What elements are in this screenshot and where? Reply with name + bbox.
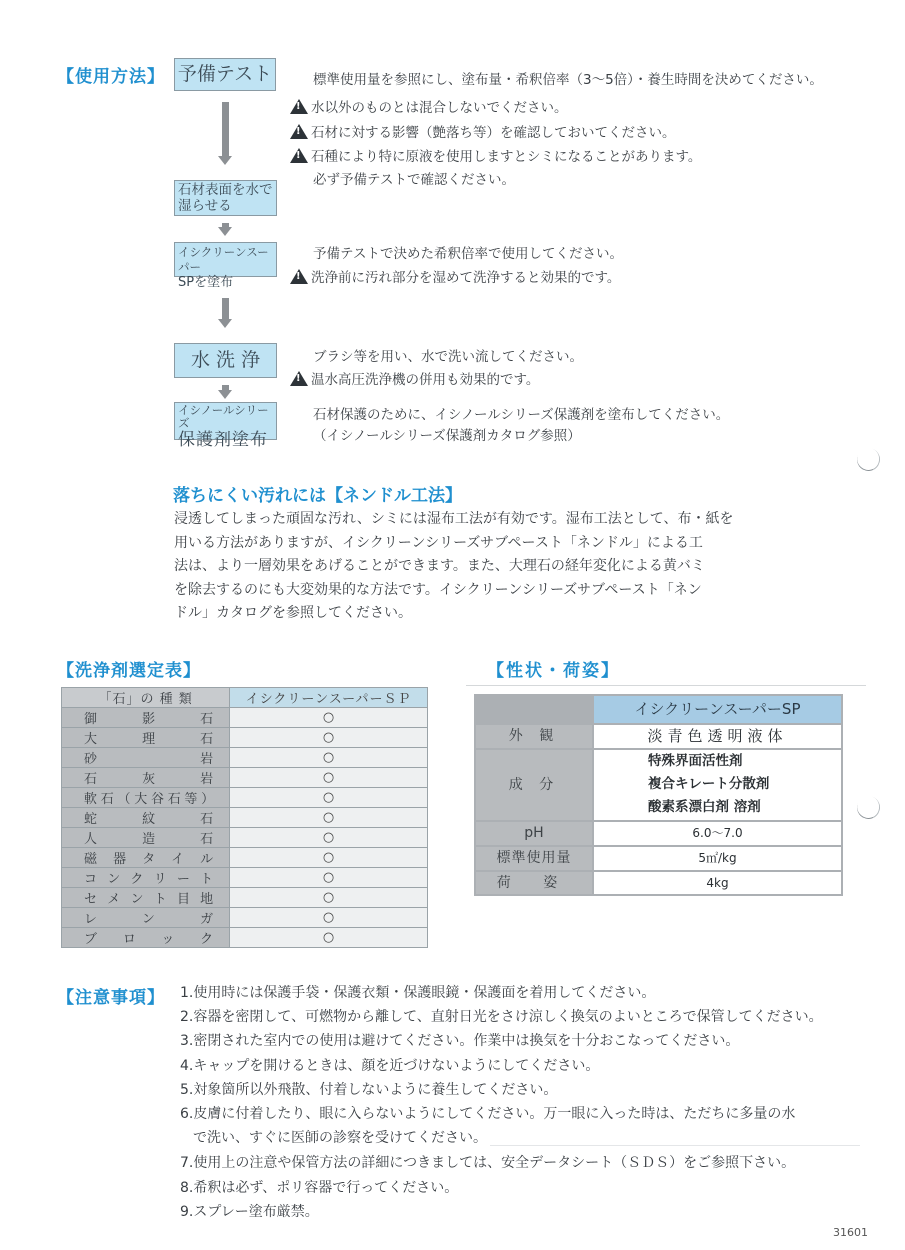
wash-main-text: ブラシ等を用い、水で洗い流してください。	[313, 349, 583, 365]
label-standard-usage: 標準使用量	[476, 847, 592, 870]
table-row: 軟石（大谷石等） ○	[62, 788, 428, 808]
label-appearance: 外 観	[476, 725, 592, 748]
step-water-wash: 水 洗 浄	[174, 343, 277, 378]
table-row: 御影石 ○	[62, 708, 428, 728]
binder-hole-mark	[854, 793, 883, 822]
cautions-title: 【注意事項】	[57, 988, 165, 1008]
warning-icon	[290, 124, 308, 139]
protect-note: （イシノールシリーズ保護剤カタログ参照）	[313, 428, 581, 444]
warning-icon	[290, 269, 308, 284]
list-item: 4.キャップを開けるときは、顔を近づけないようにしてください。	[180, 1058, 600, 1074]
step-protective-coating: イシノールシリーズ 保護剤塗布	[174, 402, 277, 440]
value-composition: 特殊界面活性剤 複合キレート分散剤 酸素系漂白剤 溶剤	[594, 750, 841, 820]
selection-table	[61, 687, 428, 948]
flow-arrow	[222, 223, 229, 228]
table-row: 大理石 ○	[62, 728, 428, 748]
usage-title: 【使用方法】	[57, 67, 165, 87]
nendoru-paragraph: 浸透してしまった頑固な汚れ、シミには湿布工法が有効です。湿布工法として、布・紙を 用いる方法がありますが、イシクリーンシリーズサブペースト「ネンドル」による工 法は、より一層効果をあげることができます。また、大理石の経年変化による黄バミ を除去するのにも大変効果的な方法です。イシクリーンシリーズサブペースト「ネン ドル」カタログを参照してください。	[174, 511, 734, 621]
step-wet-stone: 石材表面を水で 湿らせる	[174, 180, 277, 216]
table-row: レンガ ○	[62, 908, 428, 928]
properties-corner	[476, 696, 592, 723]
list-item: 6.皮膚に付着したり、眼に入らないようにしてください。万一眼に入った時は、ただちに多量の水	[180, 1106, 796, 1122]
table-row: コンクリート ○	[62, 868, 428, 888]
list-item: 3.密閉された室内での使用は避けてください。作業中は換気を十分おこなってください。	[180, 1033, 740, 1049]
binder-hole-mark	[854, 445, 883, 474]
apply-main-text: 予備テストで決めた希釈倍率で使用してください。	[313, 246, 623, 262]
table-row: 石灰岩 ○	[62, 768, 428, 788]
list-item: で洗い、すぐに医師の診察を受けてください。	[193, 1130, 487, 1146]
table-row: セメント目地 ○	[62, 888, 428, 908]
flow-arrow	[222, 385, 229, 391]
test-note: 必ず予備テストで確認ください。	[313, 172, 515, 188]
table-row: 砂岩 ○	[62, 748, 428, 768]
list-item: 2.容器を密閉して、可燃物から離して、直射日光をさけ涼しく換気のよいところで保管してください。	[180, 1009, 823, 1025]
nendoru-title: 落ちにくい汚れには【ネンドル工法】	[173, 486, 462, 506]
value-appearance: 淡青色透明液体	[594, 725, 841, 748]
test-main-text: 標準使用量を参照にし、塗布量・希釈倍率（3〜5倍）・養生時間を決めてください。	[313, 72, 823, 88]
apply-warning: !洗浄前に汚れ部分を湿めて洗浄すると効果的です。	[290, 266, 620, 286]
list-item: 1.使用時には保護手袋・保護衣類・保護眼鏡・保護面を着用してください。	[180, 985, 656, 1001]
selection-title: 【洗浄剤選定表】	[57, 661, 201, 681]
divider	[466, 685, 866, 686]
table-row: 人造石 ○	[62, 828, 428, 848]
label-composition: 成 分	[476, 750, 592, 820]
value-ph: 6.0〜7.0	[594, 822, 841, 845]
list-item: 5.対象箇所以外飛散、付着しないように養生してください。	[180, 1082, 558, 1098]
list-item: 7.使用上の注意や保管方法の詳細につきましては、安全データシート（ＳＤＳ）をご参照下さい。	[180, 1155, 796, 1171]
properties-title: 【性状・荷姿】	[487, 661, 620, 681]
label-package: 荷 姿	[476, 872, 592, 894]
flow-arrow	[222, 102, 229, 157]
label-ph: pH	[476, 822, 592, 845]
table-row: 磁器タイル ○	[62, 848, 428, 868]
test-warning-1: !水以外のものとは混合しないでください。	[290, 96, 568, 116]
properties-table	[474, 694, 843, 896]
warning-icon	[290, 371, 308, 386]
document-code: 31601	[833, 1226, 868, 1239]
warning-icon	[290, 148, 308, 163]
header-product: イシクリーンスーパーＳＰ	[230, 688, 428, 708]
list-item: 8.希釈は必ず、ポリ容器で行ってください。	[180, 1180, 459, 1196]
divider	[490, 1145, 860, 1146]
selection-header-row	[62, 688, 428, 708]
wash-warning: !温水高圧洗浄機の併用も効果的です。	[290, 368, 539, 388]
value-package: 4kg	[594, 872, 841, 894]
test-warning-3: !石種により特に原液を使用しますとシミになることがあります。	[290, 145, 701, 165]
table-row: 蛇紋石 ○	[62, 808, 428, 828]
properties-product-header: イシクリーンスーパーSP	[594, 696, 841, 723]
list-item: 9.スプレー塗布厳禁。	[180, 1204, 319, 1220]
step-apply-sp: イシクリーンスーパー SPを塗布	[174, 242, 277, 277]
test-warning-2: !石材に対する影響（艶落ち等）を確認しておいてください。	[290, 121, 676, 141]
warning-icon	[290, 99, 308, 114]
flow-arrow	[222, 298, 229, 320]
step-preliminary-test: 予備テスト	[174, 58, 276, 91]
protect-main-text: 石材保護のために、イシノールシリーズ保護剤を塗布してください。	[313, 407, 730, 423]
value-standard-usage: 5㎡/kg	[594, 847, 841, 870]
table-row: ブロック ○	[62, 928, 428, 948]
header-stone-type: 「石」の 種 類	[62, 688, 230, 708]
